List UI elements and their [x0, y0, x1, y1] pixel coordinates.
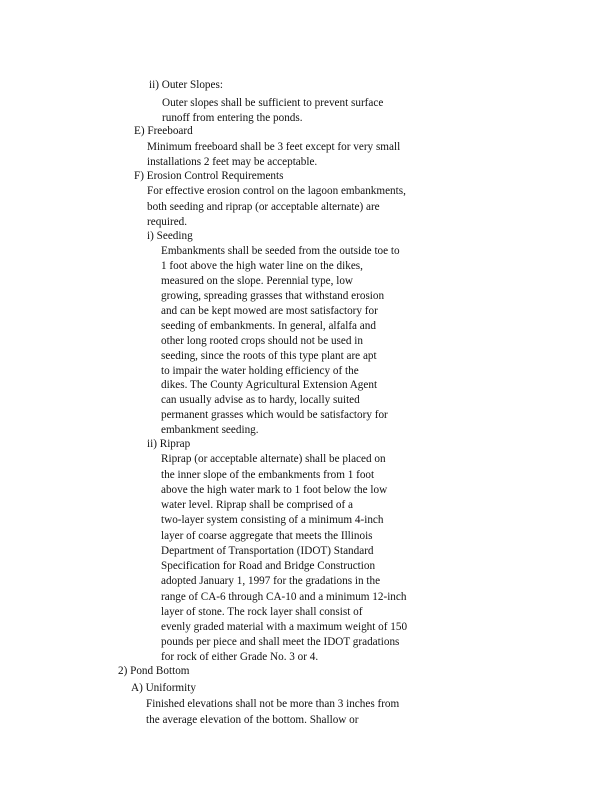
- seeding-line: dikes. The County Agricultural Extension Agent: [161, 379, 378, 391]
- riprap-line: layer of stone. The rock layer shall consist of: [161, 606, 363, 618]
- erosion-line: required.: [147, 216, 188, 228]
- seeding-line: measured on the slope. Perennial type, low: [161, 275, 354, 287]
- riprap-heading: ii) Riprap: [147, 438, 191, 450]
- riprap-line: for rock of either Grade No. 3 or 4.: [161, 651, 319, 663]
- seeding-line: can usually advise as to hardy, locally suited: [161, 394, 360, 406]
- uniformity-line: Finished elevations shall not be more than 3 inches from: [146, 698, 400, 710]
- seeding-line: embankment seeding.: [161, 424, 259, 436]
- riprap-line: pounds per piece and shall meet the IDOT gradations: [161, 636, 400, 648]
- uniformity-heading: A) Uniformity: [131, 682, 196, 694]
- riprap-line: adopted January 1, 1997 for the gradations in the: [161, 575, 381, 587]
- outer-slopes-heading: ii) Outer Slopes:: [149, 79, 223, 91]
- seeding-line: Embankments shall be seeded from the outside toe to: [161, 245, 400, 257]
- riprap-line: range of CA-6 through CA-10 and a minimum 12-inch: [161, 591, 407, 603]
- erosion-heading: F) Erosion Control Requirements: [134, 170, 284, 182]
- riprap-line: water level. Riprap shall be comprised of a: [161, 499, 353, 511]
- erosion-line: For effective erosion control on the lagoon embankments,: [147, 185, 406, 197]
- riprap-line: two-layer system consisting of a minimum 4-inch: [161, 514, 384, 526]
- riprap-line: Riprap (or acceptable alternate) shall be placed on: [161, 453, 386, 465]
- riprap-line: Specification for Road and Bridge Construction: [161, 560, 376, 572]
- uniformity-line: the average elevation of the bottom. Shallow or: [146, 714, 359, 726]
- freeboard-heading: E) Freeboard: [134, 125, 193, 137]
- seeding-line: seeding of embankments. In general, alfalfa and: [161, 320, 376, 332]
- freeboard-line: Minimum freeboard shall be 3 feet except for very small: [147, 141, 401, 153]
- seeding-line: to impair the water holding efficiency of the: [161, 365, 359, 377]
- seeding-line: and can be kept mowed are most satisfactory for: [161, 305, 378, 317]
- seeding-line: growing, spreading grasses that withstand erosion: [161, 290, 385, 302]
- seeding-line: seeding, since the roots of this type plant are apt: [161, 350, 377, 362]
- outer-slopes-line: Outer slopes shall be sufficient to prevent surface: [162, 97, 384, 109]
- erosion-line: both seeding and riprap (or acceptable alternate) are: [147, 201, 380, 213]
- seeding-line: 1 foot above the high water line on the dikes,: [161, 260, 363, 272]
- seeding-line: permanent grasses which would be satisfactory for: [161, 409, 388, 421]
- riprap-line: layer of coarse aggregate that meets the Illinois: [161, 530, 373, 542]
- riprap-line: above the high water mark to 1 foot below the low: [161, 484, 388, 496]
- riprap-line: Department of Transportation (IDOT) Standard: [161, 545, 374, 557]
- riprap-line: the inner slope of the embankments from 1 foot: [161, 469, 375, 481]
- outer-slopes-line: runoff from entering the ponds.: [162, 112, 303, 124]
- riprap-line: evenly graded material with a maximum weight of 150: [161, 621, 408, 633]
- seeding-line: other long rooted crops should not be used in: [161, 335, 363, 347]
- pond-bottom-heading: 2) Pond Bottom: [118, 665, 190, 677]
- freeboard-line: installations 2 feet may be acceptable.: [147, 156, 318, 168]
- seeding-heading: i) Seeding: [147, 230, 193, 242]
